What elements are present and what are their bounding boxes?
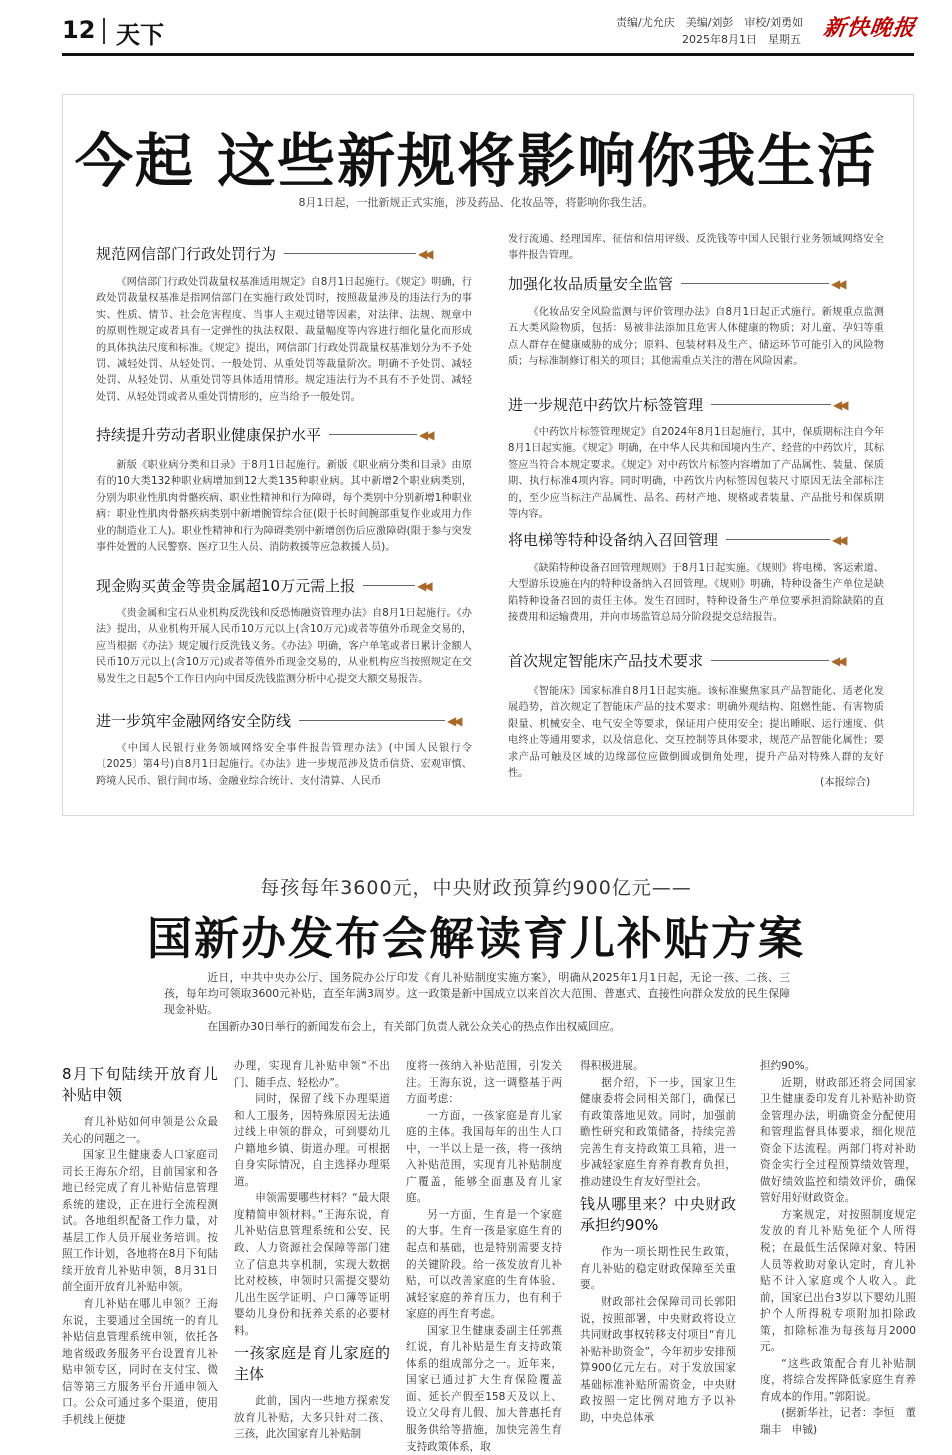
story2-column-1 [62, 1058, 218, 1450]
double-chevron-icon: ◀◀ [831, 276, 844, 291]
double-chevron-icon: ◀◀ [417, 578, 430, 593]
column-paragraph: 财政部社会保障司司长郭阳说，按照部署，中央财政将设立共同财政事权转移支付项目“育儿补贴补助资金”，今年初步安排预算900亿元左右。对于发放国家基础标准补贴所需资金，中央财政按照一定比例对地方予以补助，中央总体承 [580, 1296, 736, 1424]
column-paragraph: “这些政策配合育儿补贴制度，将综合发挥降低家庭生育养育成本的作用。”郭阳说。 [760, 1357, 916, 1403]
double-chevron-icon: ◀◀ [832, 532, 845, 547]
section-title: 进一步筑牢金融网络安全防线 [96, 712, 292, 730]
column-paragraph: 度将一孩纳入补贴范围，引发关注。王海东说，这一调整基于两方面考虑： [406, 1060, 562, 1106]
column-subhead: 钱从哪里来？中央财政承担约90% [580, 1195, 736, 1235]
section-rule [363, 585, 415, 586]
double-chevron-icon: ◀◀ [419, 427, 432, 442]
column-paragraph: 此前，国内一些地方探索发放育儿补贴，大多只针对二孩、三孩，此次国家育儿补贴制 [234, 1395, 390, 1441]
section-body-7: 《缺陷特种设备召回管理规则》于8月1日起实施。《规则》将电梯、客运索道、大型游乐设施在内的特种设备纳入召回管理。《规则》明确，特种设备生产单位是缺陷特种设备召回的责任主体。发生召回时，特种设备生产单位要承担消除缺陷的直接费用和运输费用，并向市场监管总局分阶段提交总结报告。 [508, 563, 884, 624]
newspaper-logo: 新快晚报 [821, 15, 918, 41]
section-body-4-continued: 发行流通、经理国库、征信和信用评级、反洗钱等中国人民银行业务领域网络安全事件报告管理。 [508, 234, 884, 262]
column-paragraph: 国家卫生健康委人口家庭司司长王海东介绍，目前国家和各地已经完成了育儿补贴信息管理系统的建设，正在进行全流程测试。各地组织配备工作力量，对基层工作人员开展业务培训。按照工作计划，各地将在8月下旬陆续开放育儿补贴申领，8月31日前全面开放育儿补贴申领。 [62, 1149, 218, 1294]
section-rule [711, 404, 831, 405]
section-title: 将电梯等特种设备纳入召回管理 [508, 531, 719, 549]
double-chevron-icon: ◀◀ [833, 397, 846, 412]
section-head-8 [508, 650, 843, 671]
column-subhead: 一孩家庭是育儿家庭的主体 [234, 1344, 390, 1384]
masthead [0, 0, 952, 56]
section-name: 天下 [116, 21, 164, 49]
story1-subhead: 8月1日起，一批新规正式实施，涉及药品、化妆品等，将影响你我生活。 [298, 196, 654, 209]
column-paragraph: 另一方面，生育是一个家庭的大事。生育一孩是家庭生育的起点和基础，也是特别需要支持的关键阶段。给一孩发放育儿补贴，可以改善家庭的生育体验、减轻家庭的养育压力，也有利于家庭的再生育考虑。 [406, 1208, 562, 1321]
section-rule [726, 539, 830, 540]
section-rule [711, 660, 829, 661]
section-head-3 [96, 575, 430, 596]
story2-column-5 [760, 1058, 916, 1450]
section-title: 加强化妆品质量安全监管 [508, 275, 674, 293]
column-paragraph: 近期，财政部还将会同国家卫生健康委印发育儿补贴补助资金管理办法，明确资金分配使用和管理监督具体要求，细化规范资金下达流程。两部门将对补助资金实行全过程预算绩效管理，做好绩效监控和绩效评价，确保管好用好财政资金。 [760, 1076, 916, 1205]
editor-credits: 责编/尤允庆 美编/刘彭 审校/刘勇如 [616, 16, 804, 29]
section-rule [284, 253, 416, 254]
section-rule [681, 283, 829, 284]
lead-paragraph: 近日，中共中央办公厅、国务院办公厅印发《育儿补贴制度实施方案》，明确从2025年1月1日起，无论一孩、二孩、三孩，每年均可领取3600元补贴，直至年满3周岁。这一政策是新中国成立以来首次大范围、普惠式、直接性向群众发放的民生保障现金补贴。 [164, 971, 790, 1017]
section-rule [299, 720, 445, 721]
section-head-2 [96, 424, 431, 445]
section-body-4: 《中国人民银行业务领域网络安全事件报告管理办法》(中国人民银行令〔2025〕第4号)自8月1日起施行。《办法》进一步规范涉及货币信贷、宏观审慎、跨境人民币、银行间市场、金融业综合统计、支付清算、人民币 [96, 743, 472, 787]
column-paragraph: 方案规定，对按照制度规定发放的育儿补贴免征个人所得税；在最低生活保障对象、特困人员等救助对象认定时，育儿补贴不计入家庭或个人收入。此前，国家已出台3岁以下婴幼儿照护个人所得税专项附加扣除政策，扣除标准为每孩每月2000元。 [760, 1208, 916, 1354]
story2-headline: 国新办发布会解读育儿补贴方案 [146, 912, 805, 965]
section-head-5 [508, 273, 843, 294]
column-paragraph: 一方面，一孩家庭是育儿家庭的主体。我国每年的出生人口中，一半以上是一孩，将一孩纳入补贴范围，实现育儿补贴制度广覆盖，能够全面惠及育儿家庭。 [406, 1109, 562, 1205]
story2-lead [164, 970, 790, 1035]
story1-headline: 今起 这些新规将影响你我生活 [74, 127, 878, 195]
section-rule [329, 434, 417, 435]
double-chevron-icon: ◀◀ [418, 246, 431, 261]
story2-kicker: 每孩每年3600元，中央财政预算约900亿元—— [260, 877, 692, 899]
column-paragraph: 育儿补贴如何申领是公众最关心的问题之一。 [62, 1116, 218, 1145]
story2-column-3 [406, 1058, 562, 1453]
double-chevron-icon: ◀◀ [831, 653, 844, 668]
story1-byline: (本报综合) [820, 776, 871, 788]
section-body-3: 《贵金属和宝石从业机构反洗钱和反恐怖融资管理办法》自8月1日起施行。《办法》提出，从业机构开展人民币10万元以上(含10万元)或者等值外币现金交易的，应当根据《办法》规定履行反洗钱义务。《办法》明确，客户单笔或者日累计金额人民币10万元以上(含10万元)或者等值外币现金交易的，从业机构应当按照规定在交易发生之日起5个工作日内向中国反洗钱监测分析中心提交大额交易报告。 [96, 608, 472, 685]
column-paragraph: 担约90%。 [760, 1060, 816, 1072]
section-body-6: 《中药饮片标签管理规定》自2024年8月1日起施行，其中，保质期标注自今年8月1日起实施。《规定》明确，在中华人民共和国境内生产、经营的中药饮片，其标签应当符合本规定要求。《规定》对中药饮片标签内容增加了产品属性、装量、保质期、执行标准4项内容。同时明确，中药饮片内标签因包装尺寸原因无法全部标注的，至少应当标注产品属性、品名、药材产地、规格或者装量、产品批号和保质期等内容。 [508, 427, 884, 521]
section-body-8: 《智能床》国家标准自8月1日起实施。该标准聚焦家具产品智能化、适老化发展趋势，首次规定了智能床产品的技术要求：明确外观结构、阻燃性能、有害物质限量、机械安全、电气安全等要求，保证用户使用安全；提出睡眠、运行速度、供电终止等通用要求，以及信息化、交互控制等具体要求，规范产品智能化属性；要求产品可触及区域的边缘部位应做倒圆或倒角处理，提升产品对特殊人群的友好性。 [508, 686, 884, 780]
masthead-divider [103, 18, 105, 44]
column-paragraph: 得积极进展。 [580, 1060, 644, 1072]
column-paragraph: 育儿补贴在哪儿申领？王海东说，主要通过全国统一的育儿补贴信息管理系统申领，依托各地省级政务服务平台设置育儿补贴申领专区，同时在支付宝、微信等第三方服务平台开通申领入口。公众可通过多个渠道，使用手机线上便捷 [62, 1298, 218, 1426]
section-body-2: 新版《职业病分类和目录》于8月1日起施行。新版《职业病分类和目录》由原有的10大类132种职业病增加到12大类135种职业病。其中新增2个职业病类别，分别为职业性肌肉骨骼疾病、职业性精神和行为障碍，每个类别中分别新增1种职业病：职业性肌肉骨骼疾病类别中新增腕管综合征(限于长时间腕部重复作业或用力作业的制造业工人)。职业性精神和行为障碍类别中新增创伤后应激障碍(限于参与突发事件处置的人民警察、医疗卫生人员、消防救援等应急救援人员)。 [96, 460, 472, 554]
story2-column-2 [234, 1058, 390, 1450]
column-subhead: 8月下旬陆续开放育儿补贴申领 [62, 1065, 218, 1104]
section-title: 首次规定智能床产品技术要求 [508, 652, 704, 670]
section-title: 规范网信部门行政处罚行为 [96, 245, 277, 263]
section-head-7 [508, 529, 844, 550]
section-body-1: 《网信部门行政处罚裁量权基准适用规定》自8月1日起施行。《规定》明确，行政处罚裁量权基准是指网信部门在实施行政处罚时，按照裁量涉及的违法行为的事实、性质、情节、社会危害程度、当事人主观过错等因素，对法律、法规、规章中的原则性规定或者具有一定弹性的执法权限、裁量幅度等内容进行细化量化而形成的具体执法尺度和标准。《规定》提出，网信部门行政处罚裁量权基准划分为不予处罚、减轻处罚、从轻处罚、一般处罚、从重处罚等裁量阶次。明确不予处罚、减轻处罚、从轻处罚、从重处罚等具体适用情形。规定违法行为不具有不予处罚、减轻处罚、从轻处罚或者从重处罚情形的，应当给予一般处罚。 [96, 277, 472, 403]
double-chevron-icon: ◀◀ [447, 713, 460, 728]
column-paragraph: 作为一项长期性民生政策，育儿补贴的稳定财政保障至关重要。 [580, 1246, 736, 1292]
section-head-4 [96, 710, 459, 731]
section-head-6 [508, 394, 845, 415]
section-title: 持续提升劳动者职业健康保护水平 [96, 426, 322, 444]
page-number: 12 [62, 16, 96, 44]
story2-byline: (据新华社，记者：李恒 董瑞丰 申铖) [760, 1407, 916, 1437]
column-paragraph: 同时，保留了线下办理渠道和人工服务，因特殊原因无法通过线上申领的群众，可到婴幼儿户籍地乡镇、街道办理。可根据自身实际情况，自主选择办理渠道。 [234, 1093, 390, 1188]
section-head-1 [96, 243, 430, 264]
issue-date: 2025年8月1日 星期五 [682, 33, 801, 46]
column-paragraph: 办理，实现育儿补贴申领“不出门、随手点、轻松办”。 [234, 1060, 390, 1089]
column-paragraph: 据介绍，下一步，国家卫生健康委将会同相关部门，确保已有政策落地见效。同时，加强前瞻性研究和政策储备，持续完善完善生育支持政策工具箱，进一步减轻家庭生育养育教育负担，推动建设生育友好型社会。 [580, 1076, 736, 1188]
column-paragraph: 申领需要哪些材料？“最大限度精简申领材料。”王海东说，育儿补贴信息管理系统和公安、民政、人力资源社会保障等部门建立了信息共享机制，实现大数据比对校核，申领时只需提交婴幼儿出生医学证明、户口簿等证明婴幼儿身份和抚养关系的必要材料。 [234, 1192, 390, 1337]
masthead-rule [62, 53, 914, 56]
section-title: 现金购买黄金等贵金属超10万元需上报 [96, 577, 356, 595]
section-body-5: 《化妆品安全风险监测与评价管理办法》自8月1日起正式施行。新规重点监测五大类风险物质，包括：易被非法添加且危害人体健康的物质；对儿童、孕妇等重点人群存在健康威胁的成分；原料、包装材料及生产、储运环节可能引入的风险物质；与标准制修订相关的项目；其他需重点关注的潜在风险因素。 [508, 307, 884, 368]
section-title: 进一步规范中药饮片标签管理 [508, 396, 704, 414]
column-paragraph: 国家卫生健康委副主任郭燕红说，育儿补贴是生育支持政策体系的组成部分之一。近年来，国家已通过扩大生育保险覆盖面、延长产假至158天及以上、设立父母育儿假、加大普惠托育服务供给等措施，加快完善生育支持政策体系，取 [406, 1324, 562, 1453]
lead-paragraph-2: 在国新办30日举行的新闻发布会上，有关部门负责人就公众关心的热点作出权威回应。 [207, 1019, 621, 1033]
story2-column-4 [580, 1058, 736, 1450]
